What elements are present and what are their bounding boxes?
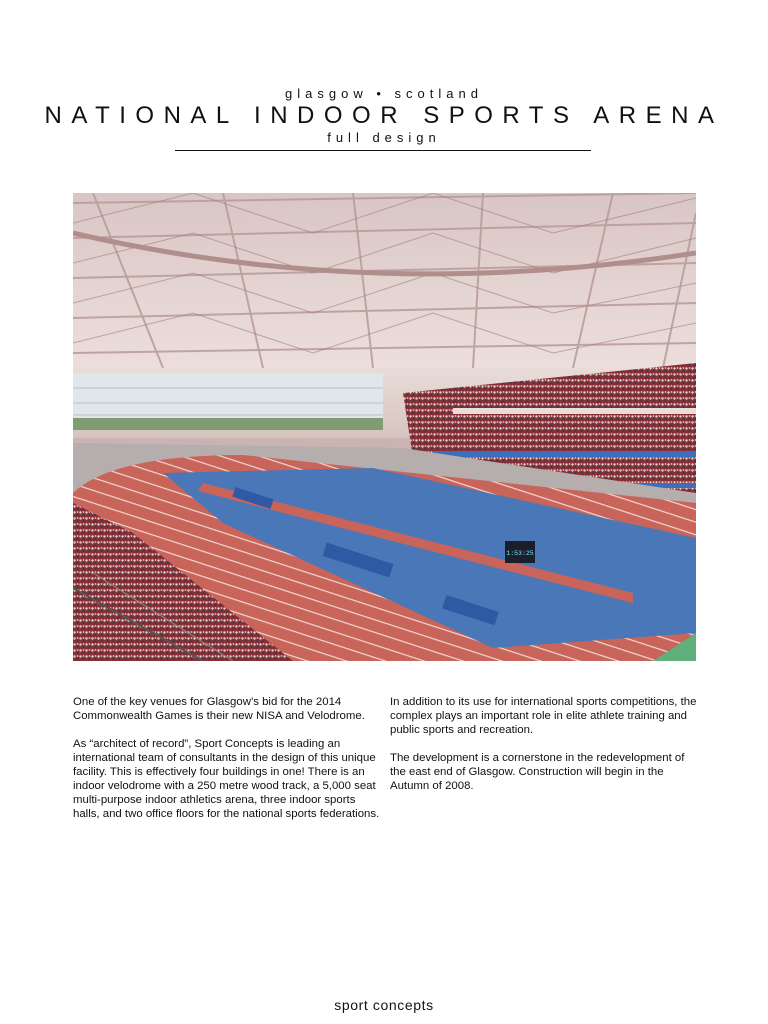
scoreboard-text: 1:53:25 <box>506 550 534 557</box>
header-rule <box>175 150 591 151</box>
right-text-column <box>390 695 700 807</box>
paragraph: In addition to its use for international sports competitions, the complex plays an important role in elite athlete training and public sports and recreation. <box>390 696 697 736</box>
header-kicker: glasgow • scotland <box>285 86 483 101</box>
paragraph: One of the key venues for Glasgow’s bid for the 2014 Commonwealth Games is their new NISA and Velodrome. <box>73 696 365 722</box>
page-title: NATIONAL INDOOR SPORTS ARENA <box>44 102 724 129</box>
paragraph: The development is a cornerstone in the redevelopment of the east end of Glasgow. Construction will begin in the Autumn of 2008. <box>390 752 685 792</box>
left-text-column <box>73 695 383 835</box>
paragraph: As “architect of record”, Sport Concepts is leading an international team of consultants in the design of this unique facility. This is effectively four buildings in one! There is an indoor velodrome with a 250 metre wood track, a 5,000 seat multi-purpose indoor athletics arena, three indoor sports halls, and two office floors for the national sports federations. <box>73 738 380 820</box>
footer-brand: sport concepts <box>334 997 434 1013</box>
page-subtitle: full design <box>327 130 441 145</box>
arena-rendering-image <box>73 193 696 661</box>
